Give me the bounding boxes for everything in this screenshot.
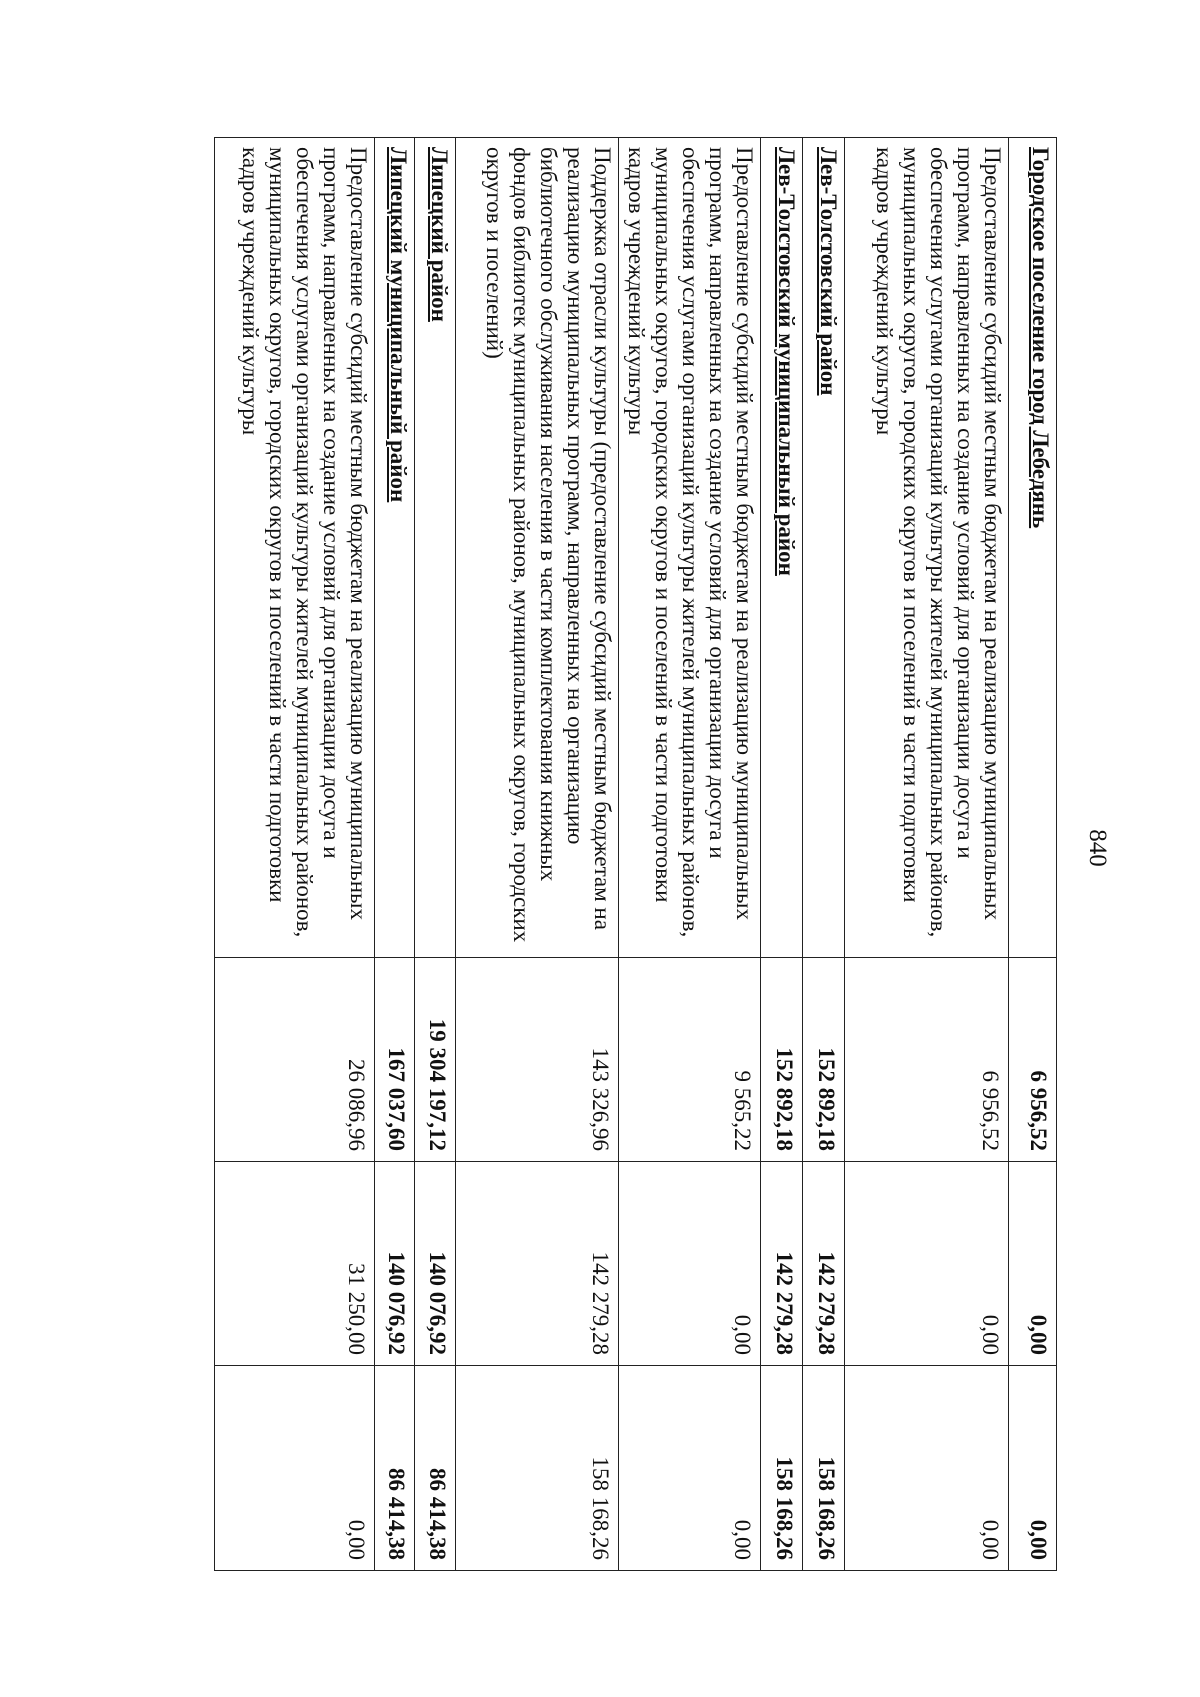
value-cell: 142 279,28 xyxy=(761,1162,803,1366)
row-label: Поддержка отрасли культуры (предоставление субсидий местным бюджетам на реализацию муниципальных программ, направленных на организацию библиотечного обслуживания населения в части комплектования книжных фондов библиотек муниципальных районов, муниципальных округов, городских округов и поселений) xyxy=(456,138,619,958)
table-row xyxy=(761,138,803,1571)
budget-table-body xyxy=(215,138,1057,1571)
value-cell: 31 250,00 xyxy=(215,1162,375,1366)
value-cell: 140 076,92 xyxy=(415,1162,456,1366)
row-label: Предоставление субсидий местным бюджетам на реализацию муниципальных программ, направленных на создание условий для организации досуга и обеспечения услугами организаций культуры жителей муниципальных районов, муниципальных округов, городских округов и поселений в части подготовки кадров учреждений культуры xyxy=(215,138,375,958)
value-cell: 0,00 xyxy=(845,1162,1009,1366)
value-cell: 167 037,60 xyxy=(375,958,415,1162)
page-number: 840 xyxy=(1084,829,1111,867)
value-cell: 0,00 xyxy=(619,1162,761,1366)
value-cell: 142 279,28 xyxy=(456,1162,619,1366)
value-cell: 6 956,52 xyxy=(1009,958,1057,1162)
value-cell: 140 076,92 xyxy=(375,1162,415,1366)
value-cell: 0,00 xyxy=(1009,1366,1057,1571)
table-row xyxy=(803,138,845,1571)
table-row xyxy=(1009,138,1057,1571)
table-row xyxy=(415,138,456,1571)
row-label: Городское поселение город Лебедянь xyxy=(1009,138,1057,958)
row-label: Лев-Толстовский район xyxy=(803,138,845,958)
value-cell: 158 168,26 xyxy=(456,1366,619,1571)
row-label: Липецкий муниципальный район xyxy=(375,138,415,958)
value-cell: 158 168,26 xyxy=(761,1366,803,1571)
table-row xyxy=(456,138,619,1571)
value-cell: 0,00 xyxy=(845,1366,1009,1571)
value-cell: 0,00 xyxy=(1009,1162,1057,1366)
table-row xyxy=(845,138,1009,1571)
row-label: Липецкий район xyxy=(415,138,456,958)
value-cell: 9 565,22 xyxy=(619,958,761,1162)
value-cell: 86 414,38 xyxy=(375,1366,415,1571)
value-cell: 26 086,96 xyxy=(215,958,375,1162)
table-row xyxy=(619,138,761,1571)
value-cell: 19 304 197,12 xyxy=(415,958,456,1162)
value-cell: 86 414,38 xyxy=(415,1366,456,1571)
value-cell: 152 892,18 xyxy=(761,958,803,1162)
value-cell: 0,00 xyxy=(215,1366,375,1571)
value-cell: 152 892,18 xyxy=(803,958,845,1162)
value-cell: 6 956,52 xyxy=(845,958,1009,1162)
table-row xyxy=(215,138,375,1571)
row-label: Предоставление субсидий местным бюджетам на реализацию муниципальных программ, направленных на создание условий для организации досуга и обеспечения услугами организаций культуры жителей муниципальных районов, муниципальных округов, городских округов и поселений в части подготовки кадров учреждений культуры xyxy=(845,138,1009,958)
row-label: Предоставление субсидий местным бюджетам на реализацию муниципальных программ, направленных на создание условий для организации досуга и обеспечения услугами организаций культуры жителей муниципальных районов, муниципальных округов, городских округов и поселений в части подготовки кадров учреждений культуры xyxy=(619,138,761,958)
budget-table xyxy=(214,137,1057,1571)
table-row xyxy=(375,138,415,1571)
rotated-table-area xyxy=(213,137,1057,1570)
row-label: Лев-Толстовский муниципальный район xyxy=(761,138,803,958)
value-cell: 143 326,96 xyxy=(456,958,619,1162)
value-cell: 0,00 xyxy=(619,1366,761,1571)
value-cell: 142 279,28 xyxy=(803,1162,845,1366)
value-cell: 158 168,26 xyxy=(803,1366,845,1571)
